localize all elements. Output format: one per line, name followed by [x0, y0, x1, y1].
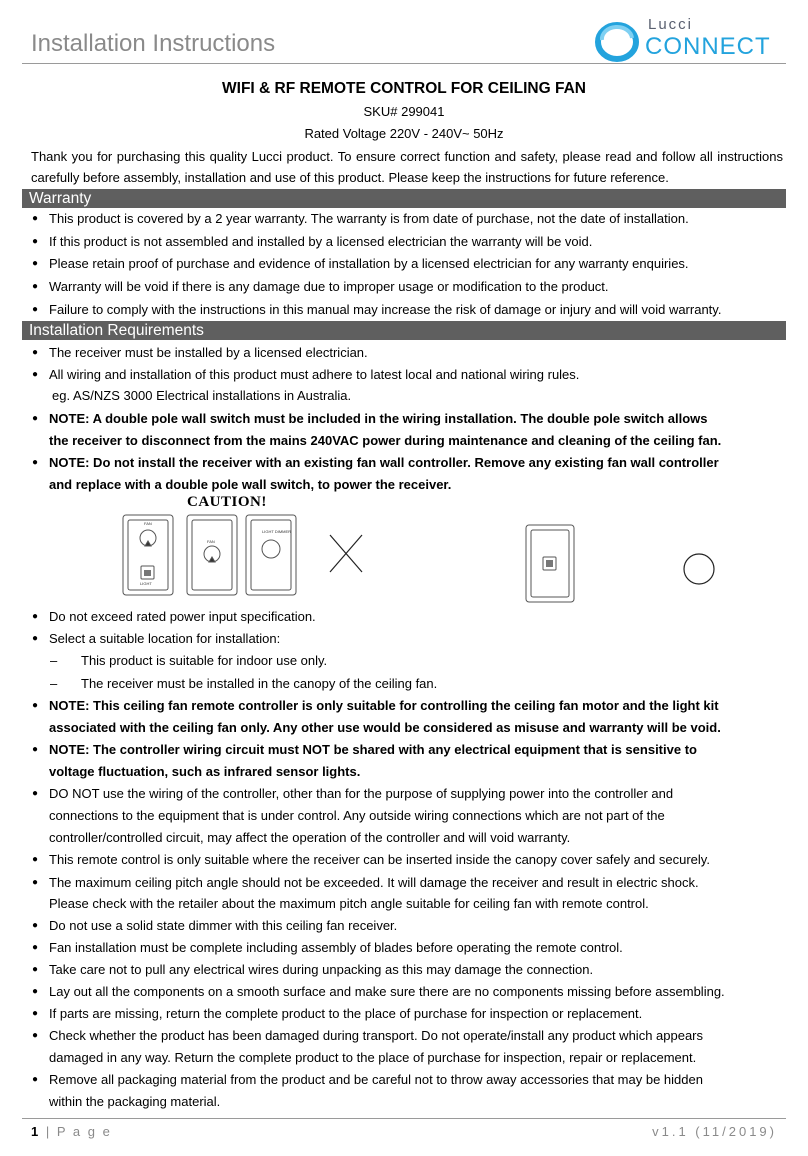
requirement-item: If parts are missing, return the complete product to the place of purchase for inspection or replacement.	[49, 1006, 643, 1021]
light-dimmer-wall-controller	[246, 515, 296, 595]
dash-icon: –	[50, 676, 58, 691]
bullet-icon: ●	[32, 877, 39, 888]
requirement-note: and replace with a double pole wall switch, to power the receiver.	[49, 477, 452, 492]
bullet-icon: ●	[32, 964, 39, 975]
bullet-icon: ●	[32, 281, 39, 292]
bullet-icon: ●	[32, 788, 39, 799]
logo-lucci-text: Lucci	[648, 16, 694, 33]
warranty-item: Failure to comply with the instructions in this manual may increase the risk of damage or injury and will void warranty.	[49, 302, 722, 317]
bullet-icon: ●	[32, 413, 39, 424]
document-title: WIFI & RF REMOTE CONTROL FOR CEILING FAN	[222, 80, 586, 97]
warranty-item: Warranty will be void if there is any damage due to improper usage or modification to the product.	[49, 279, 609, 294]
bullet-icon: ●	[32, 920, 39, 931]
requirement-item: Take care not to pull any electrical wires during unpacking as this may damage the connection.	[49, 962, 594, 977]
requirement-item: Please check with the retailer about the maximum pitch angle suitable for ceiling fan with remote control.	[49, 896, 649, 911]
requirement-item: Remove all packaging material from the product and be careful not to throw away accessories that may be hidden	[49, 1072, 703, 1087]
bullet-icon: ●	[32, 744, 39, 755]
warranty-item: This product is covered by a 2 year warranty. The warranty is from date of purchase, not the date of installation.	[49, 211, 689, 226]
light-dimmer-label: LIGHT DIMMER	[262, 529, 292, 534]
requirement-item: Lay out all the components on a smooth surface and make sure there are no components missing before assembling.	[49, 984, 725, 999]
bullet-icon: ●	[32, 1074, 39, 1085]
bullet-icon: ●	[32, 1030, 39, 1041]
requirement-note: NOTE: Do not install the receiver with an existing fan wall controller. Remove any existing fan wall controller	[49, 455, 719, 470]
dash-icon: –	[50, 653, 58, 668]
cross-icon	[330, 535, 362, 572]
rated-voltage: Rated Voltage 220V - 240V~ 50Hz	[304, 126, 504, 141]
warranty-item: Please retain proof of purchase and evidence of installation by a licensed electrician for any warranty enquiries.	[49, 256, 689, 271]
light-label-small: LIGHT	[140, 581, 152, 586]
bullet-icon: ●	[32, 700, 39, 711]
requirement-item: The receiver must be installed by a licensed electrician.	[49, 345, 368, 360]
requirement-item: DO NOT use the wiring of the controller, other than for the purpose of supplying power into the controller and	[49, 786, 674, 801]
requirement-item: damaged in any way. Return the complete product to the place of purchase for inspection, repair or replacement.	[49, 1050, 697, 1065]
fan-label-small: FAN	[144, 521, 152, 526]
requirement-note: NOTE: A double pole wall switch must be included in the wiring installation. The double pole switch allows	[49, 411, 708, 426]
bullet-icon: ●	[32, 304, 39, 315]
logo-connect-text: CONNECT	[645, 33, 771, 60]
requirement-item: This remote control is only suitable where the receiver can be inserted inside the canopy cover safely and securely.	[49, 852, 710, 867]
requirement-item: eg. AS/NZS 3000 Electrical installations in Australia.	[52, 388, 352, 403]
requirement-item: controller/controlled circuit, may affect the operation of the controller and will void warranty.	[49, 830, 571, 845]
bullet-icon: ●	[32, 633, 39, 644]
bullet-icon: ●	[32, 457, 39, 468]
double-pole-wall-switch	[526, 525, 574, 602]
requirement-note: associated with the ceiling fan only. Any other use would be considered as misuse and warranty will be void.	[49, 720, 721, 735]
fan-speed-wall-controller	[187, 515, 237, 595]
requirement-item: within the packaging material.	[49, 1094, 221, 1109]
bullet-icon: ●	[32, 213, 39, 224]
sub-item: This product is suitable for indoor use only.	[81, 653, 328, 668]
page-number-value: 1	[31, 1124, 41, 1139]
requirement-note: NOTE: The controller wiring circuit must NOT be shared with any electrical equipment that is sensitive to	[49, 742, 697, 757]
page-number	[31, 1124, 112, 1139]
requirement-item: All wiring and installation of this product must adhere to latest local and national wiring rules.	[49, 367, 580, 382]
warranty-item: If this product is not assembled and installed by a licensed electrician the warranty will be void.	[49, 234, 593, 249]
requirement-item: Check whether the product has been damaged during transport. Do not operate/install any product which appears	[49, 1028, 704, 1043]
warranty-heading: Warranty	[22, 189, 786, 208]
footer-divider	[22, 1118, 786, 1119]
requirement-item: Do not exceed rated power input specification.	[49, 609, 316, 624]
bullet-icon: ●	[32, 258, 39, 269]
sku-number: SKU# 299041	[363, 104, 445, 119]
requirement-item: The maximum ceiling pitch angle should not be exceeded. It will damage the receiver and result in electric shock.	[49, 875, 699, 890]
sub-item: The receiver must be installed in the canopy of the ceiling fan.	[81, 676, 438, 691]
installation-requirements-heading: Installation Requirements	[22, 321, 786, 340]
bullet-icon: ●	[32, 236, 39, 247]
bullet-icon: ●	[32, 611, 39, 622]
bullet-icon: ●	[32, 369, 39, 380]
requirement-item: Select a suitable location for installation:	[49, 631, 281, 646]
requirement-note: NOTE: This ceiling fan remote controller is only suitable for controlling the ceiling fan motor and the light kit	[49, 698, 719, 713]
wall-controller-diagram	[0, 492, 808, 610]
requirement-note: the receiver to disconnect from the mains 240VAC power during maintenance and cleaning of the ceiling fan.	[49, 433, 722, 448]
requirement-item: Fan installation must be complete including assembly of blades before operating the remote control.	[49, 940, 623, 955]
bullet-icon: ●	[32, 854, 39, 865]
bullet-icon: ●	[32, 986, 39, 997]
caution-label: CAUTION!	[187, 494, 267, 510]
requirement-item: Do not use a solid state dimmer with this ceiling fan receiver.	[49, 918, 398, 933]
requirement-note: voltage fluctuation, such as infrared sensor lights.	[49, 764, 361, 779]
header-divider	[22, 63, 786, 64]
bullet-icon: ●	[32, 942, 39, 953]
page-label: | P a g e	[40, 1124, 112, 1139]
bullet-icon: ●	[32, 347, 39, 358]
bullet-icon: ●	[32, 1008, 39, 1019]
version-label: v1.1 (11/2019)	[652, 1124, 777, 1139]
circle-ok-icon	[684, 554, 714, 584]
requirement-item: connections to the equipment that is under control. Any outside wiring connections which are not part of the	[49, 808, 665, 823]
intro-paragraph: Thank you for purchasing this quality Lucci product. To ensure correct function and safety, please read and follow all instructions carefully before assembly, installation and use of this product. Please keep the instructions for future reference.	[31, 149, 783, 185]
page-header-title: Installation Instructions	[31, 30, 276, 57]
fan-label: FAN	[207, 539, 215, 544]
